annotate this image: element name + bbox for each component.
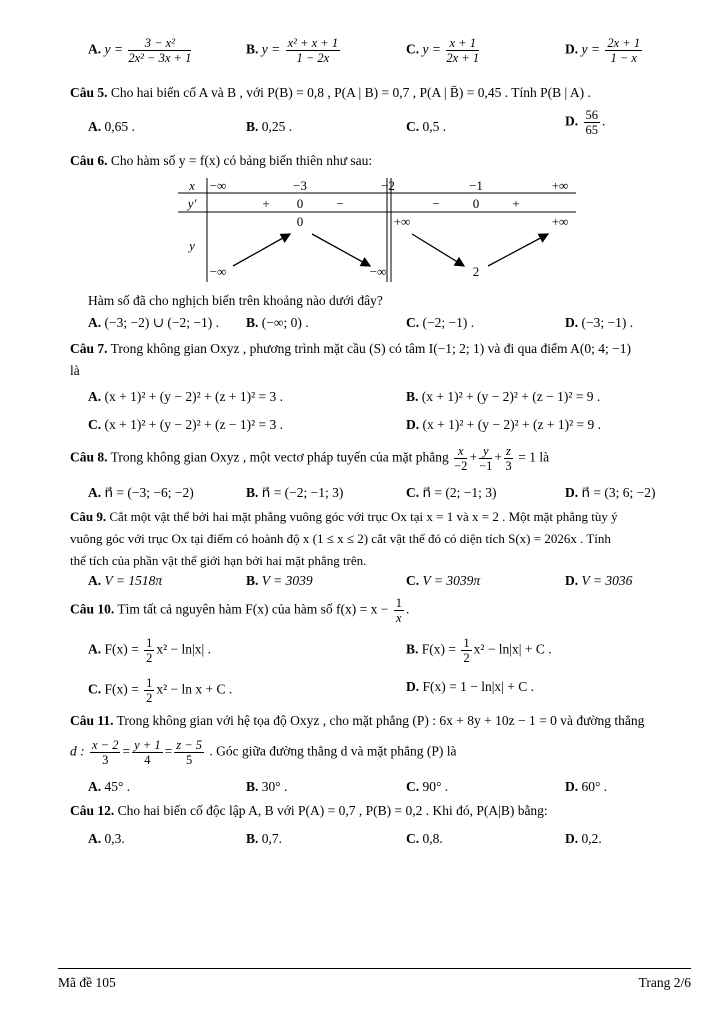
fraction: $\frac{\text{x² + x + 1}}{1 - 2x}$ [287,36,339,65]
q7-option-a: A. (x + 1)² + (y − 2)² + (z + 1)² = 3 . [88,389,284,404]
fraction: $\frac{x - 2}{3}$ [92,738,119,767]
q9-line3: thể tích của phần vật thể giới hạn bởi hai mặt phẳng trên. [70,553,367,568]
fraction: $\frac{x}{-2}$ [454,444,468,473]
top-option-c: C. y = $\frac{x + 1}{2x + 1}$ [406,36,480,65]
fraction: $\frac{1}{x}$ [395,596,402,625]
top-option-a: A. y = $\frac{\text{3 − x²}}{\text{2x² − 3x + 1}}$ [88,36,192,65]
x-value: −2 [381,178,395,193]
q6-option-c: C. (−2; −1) . [406,315,475,330]
q9-line2: vuông góc với trục Ox tại điểm có hoành độ x (1 ≤ x ≤ 2) cắt vật thể đó có diện tích S(x) = 2026x . Tính [70,531,611,546]
sign: 0 [296,196,304,211]
x-label: x [189,178,195,193]
y-value: 2 [472,264,480,279]
y-value: 0 [296,214,304,229]
top-option-d: D. y = $\frac{2x + 1}{1 - x}$ [565,36,641,65]
q10-option-d: D. F(x) = 1 − ln|x| + C . [406,679,535,694]
q9-option-c: C. V = 3039π [406,573,481,588]
variation-table [178,178,576,282]
sign: − [336,196,344,211]
y-value: −∞ [209,264,227,279]
q6-option-a: A. (−3; −2) ∪ (−2; −1) . [88,315,219,330]
q11-option-b: B. 30° . [246,779,288,794]
x-value: +∞ [551,178,569,193]
sign: + [262,196,270,211]
fraction: $\frac{56}{65}$ [585,108,598,137]
fraction: $\frac{1}{2}$ [463,636,470,665]
yprime-label: y′ [187,196,197,211]
q7-option-c: C. (x + 1)² + (y − 2)² + (z − 1)² = 3 . [88,417,284,432]
fraction: $\frac{2x + 1}{1 - x}$ [607,36,641,65]
q11-line2: d : $\frac{x - 2}{3}$ = $\frac{y + 1}{4}$ = $\frac{z - 5}{5}$ . Góc giữa đường thẳng d và mặt phẳng (P) là [70,738,457,767]
q12-option-b: B. 0,7. [246,831,283,846]
question-5: Câu 5. Cho hai biến cố A và B , với P(B) = 0,8 , P(A | B) = 0,7 , P(A | B̄) = 0,45 . Tính P(B | A) . [70,85,591,100]
q9-option-d: D. V = 3036 [565,573,633,588]
q5-option-b: B. 0,25 . [246,119,293,134]
question-9: Câu 9. Cắt một vật thể bởi hai mặt phẳng vuông góc với trục Ox tại x = 1 và x = 2 . Một mặt phẳng tùy ý [70,509,618,524]
footer-exam-code: Mã đề 105 [58,975,116,990]
y-value: +∞ [551,214,569,229]
q10-option-a: A. F(x) = $\frac{1}{2}$ x² − ln|x| . [88,636,211,665]
q8-option-d: D. n⃗ = (3; 6; −2) [565,485,656,500]
q11-option-a: A. 45° . [88,779,131,794]
q12-option-c: C. 0,8. [406,831,443,846]
q5-option-a: A. 0,65 . [88,119,135,134]
question-6: Câu 6. Cho hàm số y = f(x) có bảng biến thiên như sau: [70,153,373,168]
q7-line2: là [70,363,80,378]
q5-option-d: D. $\frac{56}{65}$ . [565,108,606,137]
fraction: $\frac{y + 1}{4}$ [134,738,161,767]
q6-question: Hàm số đã cho nghịch biến trên khoảng nào dưới đây? [88,293,383,308]
question-10: Câu 10. Tìm tất cả nguyên hàm F(x) của hàm số f(x) = x − $\frac{1}{x}$ . [70,596,410,625]
q8-option-a: A. n⃗ = (−3; −6; −2) [88,485,194,500]
q8-option-c: C. n⃗ = (2; −1; 3) [406,485,497,500]
fraction: $\frac{1}{2}$ [146,676,153,705]
q5-option-c: C. 0,5 . [406,119,447,134]
q7-option-d: D. (x + 1)² + (y − 2)² + (z + 1)² = 9 . [406,417,602,432]
sign: − [432,196,440,211]
q10-option-c: C. F(x) = $\frac{1}{2}$ x² − ln x + C . [88,676,233,705]
y-value: −∞ [369,264,387,279]
q6-option-b: B. (−∞; 0) . [246,315,309,330]
fraction: $\frac{\text{3 − x²}}{\text{2x² − 3x + 1}}$ [128,36,192,65]
q10-option-b: B. F(x) = $\frac{1}{2}$ x² − ln|x| + C . [406,636,552,665]
x-value: −∞ [209,178,227,193]
fraction: $\frac{z}{3}$ [505,444,512,473]
q6-option-d: D. (−3; −1) . [565,315,634,330]
q7-option-b: B. (x + 1)² + (y − 2)² + (z − 1)² = 9 . [406,389,601,404]
q8-option-b: B. n⃗ = (−2; −1; 3) [246,485,344,500]
q12-option-a: A. 0,3. [88,831,125,846]
question-11: Câu 11. Trong không gian với hệ tọa độ Oxyz , cho mặt phẳng (P) : 6x + 8y + 10z − 1 = 0 và đường thẳng [70,713,645,728]
question-7: Câu 7. Trong không gian Oxyz , phương trình mặt cầu (S) có tâm I(−1; 2; 1) và đi qua điểm A(0; 4; −1) [70,341,632,356]
sign: 0 [472,196,480,211]
q9-option-a: A. V = 1518π [88,573,163,588]
footer-divider [58,968,691,969]
sign: + [512,196,520,211]
question-8: Câu 8. Trong không gian Oxyz , một vectơ pháp tuyến của mặt phẳng $\frac{x}{-2}$ + $\frac{y}{-1}$ + $\frac{z}{3}$ = 1 là [70,444,550,473]
y-value: +∞ [393,214,411,229]
q9-option-b: B. V = 3039 [246,573,313,588]
footer-page-number: Trang 2/6 [638,975,691,990]
y-label: y [189,238,195,253]
question-12: Câu 12. Cho hai biến cố độc lập A, B với P(A) = 0,7 , P(B) = 0,2 . Khi đó, P(A|B) bằng: [70,803,548,818]
x-value: −1 [469,178,483,193]
q11-option-c: C. 90° . [406,779,449,794]
top-option-b: B. y = $\frac{\text{x² + x + 1}}{1 - 2x}$ [246,36,339,65]
q11-option-d: D. 60° . [565,779,608,794]
fraction: $\frac{x + 1}{2x + 1}$ [446,36,480,65]
fraction: $\frac{z - 5}{5}$ [176,738,203,767]
fraction: $\frac{1}{2}$ [146,636,153,665]
fraction: $\frac{y}{-1}$ [479,444,493,473]
q12-option-d: D. 0,2. [565,831,602,846]
x-value: −3 [293,178,307,193]
